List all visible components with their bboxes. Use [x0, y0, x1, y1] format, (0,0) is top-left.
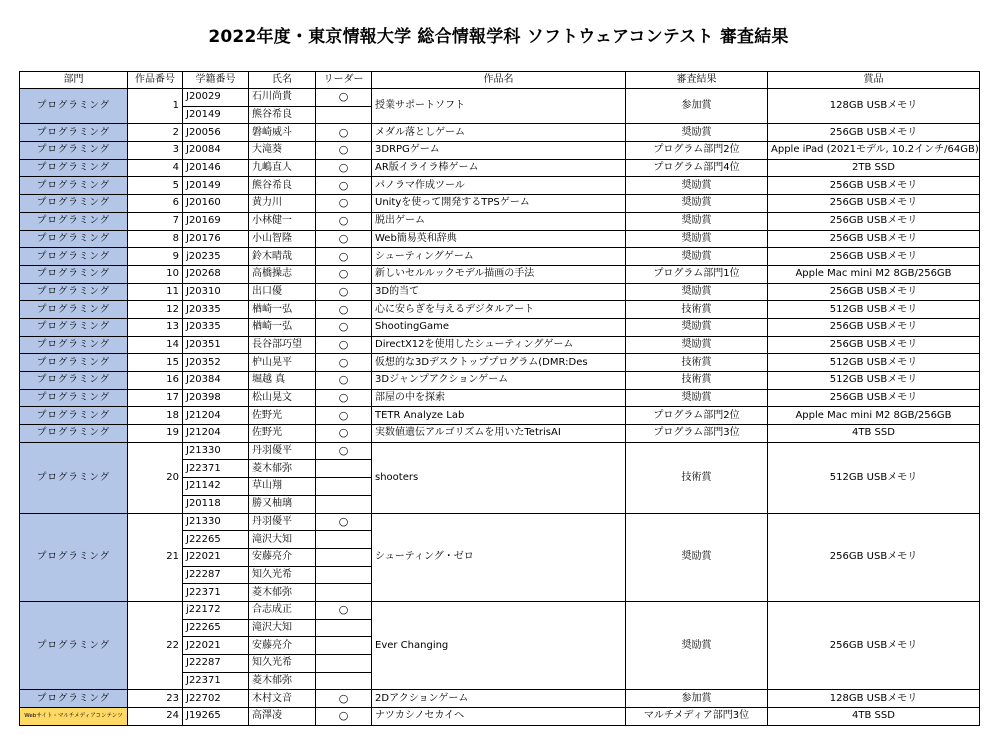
prize-cell: 4TB SSD [768, 425, 980, 443]
work-title: DirectX12を使用したシューティングゲーム [372, 336, 626, 354]
leader-mark: ○ [316, 601, 372, 619]
student-id: J20169 [183, 212, 249, 230]
table-row [20, 354, 980, 372]
table-row [20, 708, 980, 726]
leader-mark: ○ [316, 336, 372, 354]
result-cell: 奨励賞 [626, 513, 768, 601]
entry-number: 21 [128, 513, 183, 601]
student-id: j20235 [183, 248, 249, 266]
prize-cell: 128GB USBメモリ [768, 89, 980, 124]
leader-mark: ○ [316, 142, 372, 160]
student-name: 合志成正 [249, 601, 316, 619]
prize-cell: 128GB USBメモリ [768, 690, 980, 708]
dept-cell: プログラミング [20, 407, 128, 425]
table-row [20, 389, 980, 407]
table-row [20, 142, 980, 160]
student-id: J20118 [183, 495, 249, 513]
student-name: 九嶋直人 [249, 159, 316, 177]
student-name: 木村文音 [249, 690, 316, 708]
leader-mark: ○ [316, 265, 372, 283]
result-cell: 技術賞 [626, 301, 768, 319]
dept-cell: プログラミング [20, 283, 128, 301]
entry-number: 12 [128, 301, 183, 319]
student-id: J20056 [183, 124, 249, 142]
table-row [20, 301, 980, 319]
work-title: 2Dアクションゲーム [372, 690, 626, 708]
student-name: 知久光希 [249, 655, 316, 673]
student-name: 菱木郁弥 [249, 460, 316, 478]
prize-cell: 512GB USBメモリ [768, 372, 980, 390]
student-id: J20384 [183, 372, 249, 390]
student-id: J20149 [183, 177, 249, 195]
entry-number: 9 [128, 248, 183, 266]
table-row [20, 212, 980, 230]
table-row [20, 248, 980, 266]
table-row [20, 513, 980, 531]
student-id: J20160 [183, 195, 249, 213]
prize-cell: 256GB USBメモリ [768, 195, 980, 213]
prize-cell: 256GB USBメモリ [768, 177, 980, 195]
table-row [20, 407, 980, 425]
leader-mark: ○ [316, 407, 372, 425]
dept-cell: プログラミング [20, 301, 128, 319]
student-name: 出口優 [249, 283, 316, 301]
entry-number: 8 [128, 230, 183, 248]
dept-cell: プログラミング [20, 690, 128, 708]
result-cell: 奨励賞 [626, 336, 768, 354]
result-cell: 参加賞 [626, 690, 768, 708]
entry-number: 3 [128, 142, 183, 160]
prize-cell: 256GB USBメモリ [768, 336, 980, 354]
result-cell: 技術賞 [626, 372, 768, 390]
student-id: J20029 [183, 89, 249, 107]
leader-mark: ○ [316, 89, 372, 107]
page-title: 2022年度・東京情報大学 総合情報学科 ソフトウェアコンテスト 審査結果 [208, 27, 789, 47]
leader-mark [316, 584, 372, 602]
leader-mark: ○ [316, 372, 372, 390]
entry-number: 6 [128, 195, 183, 213]
leader-mark: ○ [316, 124, 372, 142]
dept-cell: プログラミング [20, 142, 128, 160]
student-name: 勝又柚璃 [249, 495, 316, 513]
header-entry-no: 作品番号 [128, 72, 183, 89]
prize-cell: Apple Mac mini M2 8GB/256GB [768, 265, 980, 283]
work-title: パノラマ作成ツール [372, 177, 626, 195]
leader-mark: ○ [316, 690, 372, 708]
leader-mark [316, 637, 372, 655]
header-result: 審査結果 [626, 72, 768, 89]
work-title: シューティング・ゼロ [372, 513, 626, 601]
result-cell: 奨励賞 [626, 230, 768, 248]
student-id: J19265 [183, 708, 249, 726]
dept-cell: プログラミング [20, 212, 128, 230]
student-name: 熊谷希良 [249, 106, 316, 124]
header-leader: リーダー [316, 72, 372, 89]
result-cell: プログラム部門2位 [626, 142, 768, 160]
result-cell: 奨励賞 [626, 283, 768, 301]
student-name: 枦山晃平 [249, 354, 316, 372]
dept-cell: プログラミング [20, 372, 128, 390]
student-id: J20310 [183, 283, 249, 301]
leader-mark: ○ [316, 513, 372, 531]
entry-number: 17 [128, 389, 183, 407]
work-title: 実数値遺伝アルゴリズムを用いたTetrisAI [372, 425, 626, 443]
student-id: J20352 [183, 354, 249, 372]
student-id: J21142 [183, 478, 249, 496]
student-id: J22265 [183, 619, 249, 637]
result-cell: 奨励賞 [626, 389, 768, 407]
result-cell: プログラム部門4位 [626, 159, 768, 177]
student-id: J22371 [183, 584, 249, 602]
student-name: 丹羽優平 [249, 442, 316, 460]
student-id: J20146 [183, 159, 249, 177]
student-name: 石川尚貴 [249, 89, 316, 107]
student-name: 滝沢大知 [249, 619, 316, 637]
prize-cell: 512GB USBメモリ [768, 354, 980, 372]
results-table [19, 71, 980, 726]
student-id: j22172 [183, 601, 249, 619]
work-title: 授業サポートソフト [372, 89, 626, 124]
leader-mark [316, 566, 372, 584]
table-row [20, 336, 980, 354]
table-row [20, 230, 980, 248]
student-name: 小山智隆 [249, 230, 316, 248]
student-name: 堀越 真 [249, 372, 316, 390]
entry-number: 23 [128, 690, 183, 708]
work-title: 3DRPGゲーム [372, 142, 626, 160]
student-name: 楢崎一弘 [249, 301, 316, 319]
result-cell: 奨励賞 [626, 124, 768, 142]
entry-number: 20 [128, 442, 183, 513]
student-name: 佐野光 [249, 407, 316, 425]
student-id: J21204 [183, 407, 249, 425]
table-row [20, 601, 980, 619]
table-row [20, 283, 980, 301]
student-name: 丹羽優平 [249, 513, 316, 531]
leader-mark: ○ [316, 248, 372, 266]
header-row [20, 72, 980, 89]
work-title: メダル落としゲーム [372, 124, 626, 142]
leader-mark [316, 106, 372, 124]
leader-mark: ○ [316, 442, 372, 460]
dept-cell: プログラミング [20, 195, 128, 213]
work-title: 部屋の中を探索 [372, 389, 626, 407]
result-cell: マルチメディア部門3位 [626, 708, 768, 726]
student-id: J20335 [183, 301, 249, 319]
prize-cell: Apple Mac mini M2 8GB/256GB [768, 407, 980, 425]
leader-mark [316, 478, 372, 496]
student-name: 知久光希 [249, 566, 316, 584]
student-name: 菱木郁弥 [249, 672, 316, 690]
leader-mark: ○ [316, 195, 372, 213]
dept-cell: プログラミング [20, 318, 128, 336]
entry-number: 18 [128, 407, 183, 425]
student-id: J22021 [183, 637, 249, 655]
dept-cell: プログラミング [20, 601, 128, 689]
entry-number: 11 [128, 283, 183, 301]
leader-mark [316, 619, 372, 637]
student-name: 磐崎威斗 [249, 124, 316, 142]
header-name: 氏名 [249, 72, 316, 89]
student-id: J22371 [183, 460, 249, 478]
student-id: J20268 [183, 265, 249, 283]
entry-number: 4 [128, 159, 183, 177]
leader-mark: ○ [316, 212, 372, 230]
result-cell: プログラム部門3位 [626, 425, 768, 443]
leader-mark: ○ [316, 708, 372, 726]
prize-cell: 4TB SSD [768, 708, 980, 726]
leader-mark [316, 655, 372, 673]
leader-mark: ○ [316, 177, 372, 195]
result-cell: 参加賞 [626, 89, 768, 124]
student-id: J22287 [183, 655, 249, 673]
header-student-id: 学籍番号 [183, 72, 249, 89]
table-row [20, 372, 980, 390]
leader-mark: ○ [316, 318, 372, 336]
student-name: 楢崎一弘 [249, 318, 316, 336]
dept-cell: プログラミング [20, 336, 128, 354]
student-id: J22265 [183, 531, 249, 549]
student-id: J22021 [183, 548, 249, 566]
result-cell: 奨励賞 [626, 212, 768, 230]
entry-number: 19 [128, 425, 183, 443]
entry-number: 22 [128, 601, 183, 689]
header-prize: 賞品 [768, 72, 980, 89]
entry-number: 1 [128, 89, 183, 124]
student-name: 鈴木晴哉 [249, 248, 316, 266]
work-title: Unityを使って開発するTPSゲーム [372, 195, 626, 213]
work-title: ナツカシノセカイへ [372, 708, 626, 726]
work-title: Web簡易英和辞典 [372, 230, 626, 248]
prize-cell: 256GB USBメモリ [768, 513, 980, 601]
dept-cell: プログラミング [20, 425, 128, 443]
leader-mark [316, 672, 372, 690]
dept-cell: プログラミング [20, 389, 128, 407]
work-title: 脱出ゲーム [372, 212, 626, 230]
dept-cell: プログラミング [20, 513, 128, 601]
work-title: シューティングゲーム [372, 248, 626, 266]
result-cell: プログラム部門1位 [626, 265, 768, 283]
prize-cell: 512GB USBメモリ [768, 301, 980, 319]
student-id: J22371 [183, 672, 249, 690]
result-cell: 技術賞 [626, 442, 768, 513]
student-name: 松山晃文 [249, 389, 316, 407]
leader-mark [316, 495, 372, 513]
student-id: J21330 [183, 513, 249, 531]
dept-cell: プログラミング [20, 248, 128, 266]
entry-number: 14 [128, 336, 183, 354]
leader-mark [316, 460, 372, 478]
prize-cell: 256GB USBメモリ [768, 389, 980, 407]
entry-number: 5 [128, 177, 183, 195]
leader-mark: ○ [316, 230, 372, 248]
work-title: 心に安らぎを与えるデジタルアート [372, 301, 626, 319]
student-id: J21204 [183, 425, 249, 443]
result-cell: 奨励賞 [626, 177, 768, 195]
entry-number: 13 [128, 318, 183, 336]
student-name: 大滝葵 [249, 142, 316, 160]
dept-cell: プログラミング [20, 442, 128, 513]
student-name: 安藤亮介 [249, 637, 316, 655]
dept-cell: プログラミング [20, 354, 128, 372]
dept-cell: プログラミング [20, 124, 128, 142]
work-title: Ever Changing [372, 601, 626, 689]
student-id: J20149 [183, 106, 249, 124]
table-row [20, 177, 980, 195]
table-row [20, 124, 980, 142]
header-dept: 部門 [20, 72, 128, 89]
student-name: 高橋操志 [249, 265, 316, 283]
leader-mark: ○ [316, 283, 372, 301]
student-name: 滝沢大知 [249, 531, 316, 549]
student-name: 長谷部巧望 [249, 336, 316, 354]
student-name: 草山翔 [249, 478, 316, 496]
work-title: TETR Analyze Lab [372, 407, 626, 425]
dept-cell: プログラミング [20, 230, 128, 248]
result-cell: 奨励賞 [626, 248, 768, 266]
prize-cell: 2TB SSD [768, 159, 980, 177]
prize-cell: 256GB USBメモリ [768, 212, 980, 230]
dept-cell: プログラミング [20, 89, 128, 124]
leader-mark [316, 531, 372, 549]
work-title: shooters [372, 442, 626, 513]
work-title: 3D的当て [372, 283, 626, 301]
student-id: J20398 [183, 389, 249, 407]
work-title: ShootingGame [372, 318, 626, 336]
leader-mark: ○ [316, 159, 372, 177]
student-id: J21330 [183, 442, 249, 460]
dept-cell: プログラミング [20, 265, 128, 283]
table-row [20, 318, 980, 336]
student-id: J22287 [183, 566, 249, 584]
table-row [20, 265, 980, 283]
student-name: 安藤亮介 [249, 548, 316, 566]
entry-number: 7 [128, 212, 183, 230]
student-name: 黄力川 [249, 195, 316, 213]
student-id: J20351 [183, 336, 249, 354]
prize-cell: 256GB USBメモリ [768, 283, 980, 301]
header-work-title: 作品名 [372, 72, 626, 89]
table-row [20, 442, 980, 460]
leader-mark: ○ [316, 301, 372, 319]
leader-mark: ○ [316, 389, 372, 407]
entry-number: 2 [128, 124, 183, 142]
leader-mark: ○ [316, 425, 372, 443]
entry-number: 15 [128, 354, 183, 372]
work-title: 新しいセルルックモデル描画の手法 [372, 265, 626, 283]
student-id: J20176 [183, 230, 249, 248]
student-name: 熊谷希良 [249, 177, 316, 195]
student-name: 菱木郁弥 [249, 584, 316, 602]
prize-cell: 512GB USBメモリ [768, 442, 980, 513]
work-title: AR版イライラ棒ゲーム [372, 159, 626, 177]
table-row [20, 690, 980, 708]
student-name: 小林健一 [249, 212, 316, 230]
dept-cell: プログラミング [20, 177, 128, 195]
student-id: J20335 [183, 318, 249, 336]
table-row [20, 195, 980, 213]
prize-cell: 256GB USBメモリ [768, 601, 980, 689]
result-cell: プログラム部門2位 [626, 407, 768, 425]
prize-cell: Apple iPad (2021モデル, 10.2インチ/64GB) [768, 142, 980, 160]
student-id: J22702 [183, 690, 249, 708]
entry-number: 10 [128, 265, 183, 283]
result-cell: 奨励賞 [626, 601, 768, 689]
dept-cell: Webサイト・マルチメディアコンテンツ [20, 708, 128, 726]
student-id: J20084 [183, 142, 249, 160]
work-title: 3Dジャンプアクションゲーム [372, 372, 626, 390]
prize-cell: 256GB USBメモリ [768, 248, 980, 266]
student-name: 佐野光 [249, 425, 316, 443]
result-cell: 技術賞 [626, 354, 768, 372]
table-row [20, 159, 980, 177]
table-row [20, 89, 980, 107]
prize-cell: 256GB USBメモリ [768, 318, 980, 336]
prize-cell: 256GB USBメモリ [768, 124, 980, 142]
student-name: 高澤凌 [249, 708, 316, 726]
dept-cell: プログラミング [20, 159, 128, 177]
leader-mark: ○ [316, 354, 372, 372]
result-cell: 奨励賞 [626, 195, 768, 213]
entry-number: 24 [128, 708, 183, 726]
leader-mark [316, 548, 372, 566]
prize-cell: 256GB USBメモリ [768, 230, 980, 248]
entry-number: 16 [128, 372, 183, 390]
result-cell: 奨励賞 [626, 318, 768, 336]
work-title: 仮想的な3Dデスクトッププログラム(DMR:Des [372, 354, 626, 372]
table-row [20, 425, 980, 443]
